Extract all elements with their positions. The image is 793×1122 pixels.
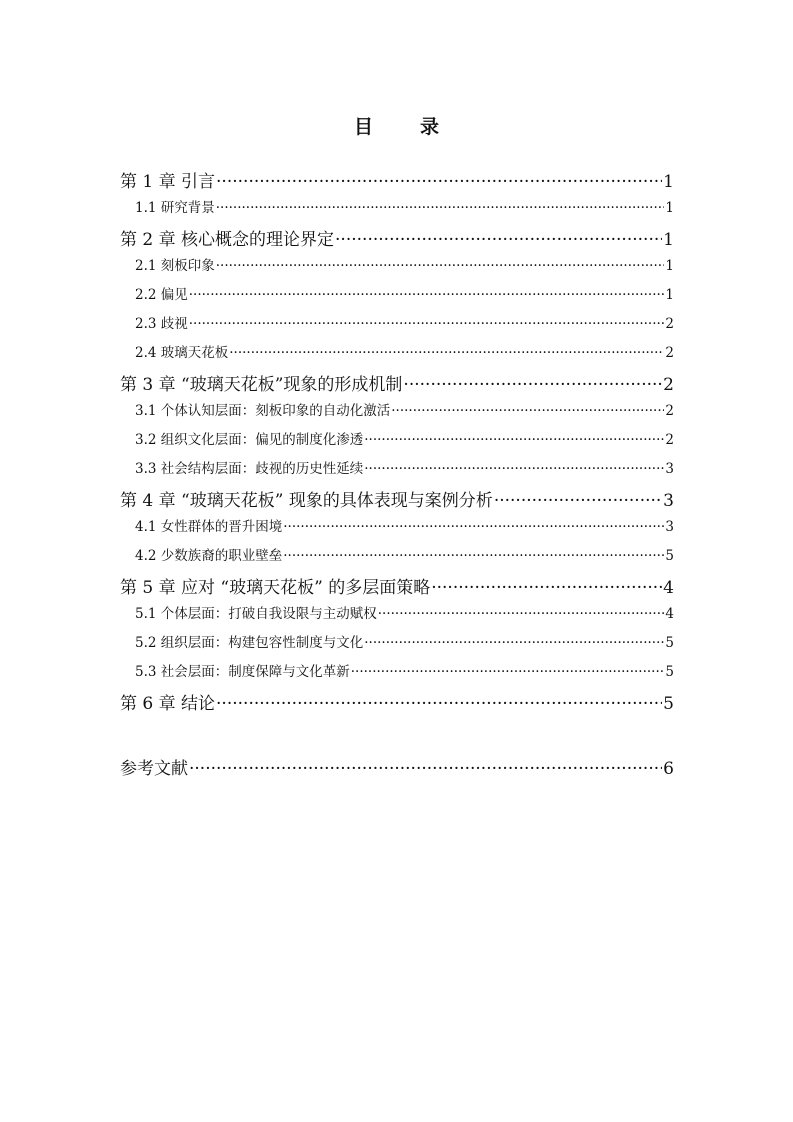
toc-entry-label: 第 3 章 “玻璃天花板”现象的形成机制	[120, 375, 403, 395]
toc-entry-label: 第 5 章 应对 “玻璃天花板” 的多层面策略	[120, 578, 431, 598]
toc-dot-leader	[283, 519, 664, 535]
toc-entry-label: 第 6 章 结论	[120, 694, 216, 714]
toc-dot-leader	[378, 606, 665, 622]
toc-page-number: 2	[665, 345, 674, 361]
toc-page-number: 3	[663, 491, 674, 511]
toc-dot-leader	[229, 345, 664, 361]
toc-dot-leader	[364, 432, 664, 448]
toc-page-number: 5	[665, 664, 674, 680]
toc-page-number: 5	[665, 548, 674, 564]
toc-page-number: 3	[665, 461, 674, 477]
toc-dot-leader	[391, 403, 664, 419]
toc-entry-label: 5.1 个体层面：打破自我设限与主动赋权	[135, 606, 377, 622]
toc-dot-leader	[431, 578, 662, 598]
toc-section-entry[interactable]	[120, 428, 674, 457]
table-of-contents	[120, 167, 674, 783]
toc-page-number: 2	[663, 375, 674, 395]
toc-section-entry[interactable]	[120, 399, 674, 428]
toc-chapter-entry[interactable]	[120, 689, 674, 718]
toc-dot-leader	[364, 635, 664, 651]
toc-dot-leader	[494, 491, 662, 511]
toc-page-number: 1	[665, 258, 674, 274]
toc-entry-label: 2.4 玻璃天花板	[135, 345, 229, 361]
toc-chapter-entry[interactable]	[120, 573, 674, 602]
toc-entry-label: 2.2 偏见	[135, 287, 188, 303]
toc-page-number: 2	[665, 403, 674, 419]
toc-entry-label: 5.3 社会层面：制度保障与文化革新	[135, 664, 350, 680]
toc-dot-leader	[216, 258, 665, 274]
toc-entry-label: 5.2 组织层面：构建包容性制度与文化	[135, 635, 364, 651]
toc-page-number: 1	[665, 200, 674, 216]
toc-page-number: 6	[663, 759, 674, 779]
toc-entry-label: 3.2 组织文化层面：偏见的制度化渗透	[135, 432, 364, 448]
toc-title: 目 录	[353, 116, 453, 138]
toc-dot-leader	[216, 172, 662, 192]
toc-page-number: 1	[665, 287, 674, 303]
toc-chapter-entry[interactable]	[120, 370, 674, 399]
toc-dot-leader	[364, 461, 664, 477]
toc-page-number: 1	[663, 172, 674, 192]
toc-entry-label: 第 1 章 引言	[120, 172, 216, 192]
toc-entry-label: 3.1 个体认知层面：刻板印象的自动化激活	[135, 403, 391, 419]
toc-page-number: 4	[665, 606, 674, 622]
toc-dot-leader	[335, 230, 662, 250]
toc-entry-label: 4.2 少数族裔的职业壁垒	[135, 548, 283, 564]
toc-section-entry[interactable]	[120, 341, 674, 370]
toc-section-entry[interactable]	[120, 196, 674, 225]
toc-section-entry[interactable]	[120, 631, 674, 660]
toc-section-entry[interactable]	[120, 312, 674, 341]
toc-page-number: 2	[665, 432, 674, 448]
toc-page-number: 5	[663, 694, 674, 714]
toc-entry-label: 2.1 刻板印象	[135, 258, 215, 274]
toc-section-entry[interactable]	[120, 515, 674, 544]
toc-entry-label: 4.1 女性群体的晋升困境	[135, 519, 283, 535]
toc-chapter-entry[interactable]	[120, 167, 674, 196]
toc-dot-leader	[283, 548, 664, 564]
toc-entry-label: 第 2 章 核心概念的理论界定	[120, 230, 335, 250]
toc-page-number: 2	[665, 316, 674, 332]
toc-entry-label: 第 4 章 “玻璃天花板” 现象的具体表现与案例分析	[120, 491, 493, 511]
toc-entry-label: 2.3 歧视	[135, 316, 188, 332]
toc-section-entry[interactable]	[120, 283, 674, 312]
toc-section-entry[interactable]	[120, 457, 674, 486]
toc-dot-leader	[189, 759, 662, 779]
toc-dot-leader	[403, 375, 662, 395]
toc-entry-label: 参考文献	[120, 759, 188, 779]
toc-page-number: 4	[663, 578, 674, 598]
toc-page-number: 3	[665, 519, 674, 535]
toc-page-number: 5	[665, 635, 674, 651]
toc-dot-leader	[216, 694, 662, 714]
toc-dot-leader	[189, 316, 665, 332]
toc-dot-leader	[216, 200, 665, 216]
toc-page-number: 1	[663, 230, 674, 250]
toc-section-entry[interactable]	[120, 660, 674, 689]
toc-section-entry[interactable]	[120, 602, 674, 631]
toc-chapter-entry[interactable]	[120, 486, 674, 515]
toc-section-entry[interactable]	[120, 254, 674, 283]
toc-entry-label: 1.1 研究背景	[135, 200, 215, 216]
toc-chapter-entry[interactable]	[120, 754, 674, 783]
toc-chapter-entry[interactable]	[120, 225, 674, 254]
toc-dot-leader	[351, 664, 665, 680]
toc-dot-leader	[189, 287, 665, 303]
toc-section-entry[interactable]	[120, 544, 674, 573]
toc-entry-label: 3.3 社会结构层面：歧视的历史性延续	[135, 461, 364, 477]
